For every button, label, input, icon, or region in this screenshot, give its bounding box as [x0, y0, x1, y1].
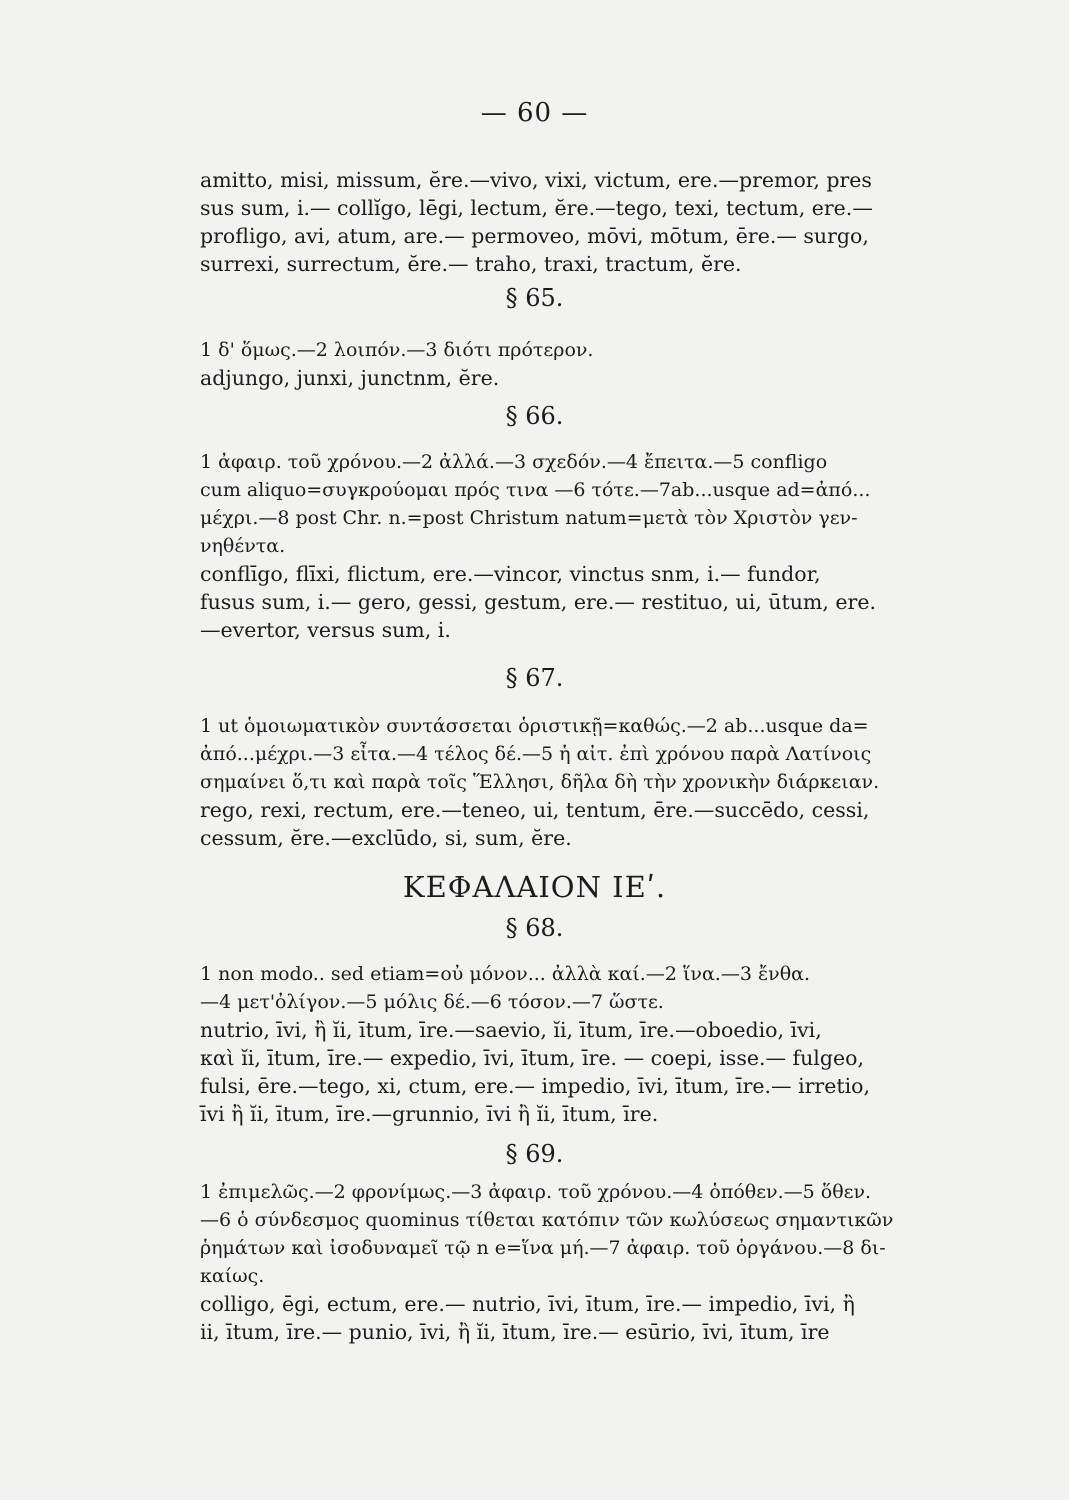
text-line: σημαίνει ὅ,τι καὶ παρὰ τοῖς Ἕλλησι, δῆλα δὴ τὴν χρονικὴν διάρκειαν. [200, 771, 880, 793]
text-line: rego, rexi, rectum, ere.—teneo, ui, tentum, ēre.—succēdo, cessi, [200, 798, 870, 822]
section-heading-65: § 65. [505, 284, 564, 312]
text-line: cum aliquo=συγκρούομαι πρός τινα —6 τότε.—7ab...usque ad=ἀπό... [200, 479, 871, 501]
text-line: —evertor, versus sum, i. [200, 618, 451, 642]
paragraph-notes-67 [200, 712, 960, 852]
text-line: 1 ut ὁμοιωματικὸν συντάσσεται ὁριστικῇ=καθώς.—2 ab...usque da= [200, 715, 869, 737]
text-line: ἀπό...μέχρι.—3 εἶτα.—4 τέλος δέ.—5 ἡ αἰτ. ἐπὶ χρόνου παρὰ Λατίνοις [200, 743, 872, 765]
text-line: amitto, misi, missum, ĕre.—vivo, vixi, victum, ere.—premor, pres [200, 168, 872, 192]
paragraph-notes-69 [200, 1178, 960, 1346]
text-line: conflīgo, flīxi, flictum, ere.—vincor, vinctus snm, i.— fundor, [200, 562, 821, 586]
paragraph-notes-66 [200, 448, 960, 644]
section-heading-68: § 68. [505, 914, 564, 942]
text-line: nutrio, īvi, ἢ ĭi, ītum, īre.—saevio, ĭi, ītum, īre.—oboedio, īvi, [200, 1018, 822, 1042]
text-line: —6 ὁ σύνδεσμος quominus τίθεται κατόπιν τῶν κωλύσεως σημαντικῶν [200, 1209, 894, 1231]
text-line: fulsi, ēre.—tego, xi, ctum, ere.— impedio, īvi, ītum, īre.— irretio, [200, 1074, 871, 1098]
section-heading-67: § 67. [505, 664, 564, 692]
text-line: 1 non modo.. sed etiam=οὐ μόνον... ἀλλὰ καί.—2 ἵνα.—3 ἔνθα. [200, 963, 811, 985]
text-line: colligo, ēgi, ectum, ere.— nutrio, īvi, ītum, īre.— impedio, īvi, ἢ [200, 1292, 855, 1316]
text-line: νηθέντα. [200, 535, 286, 557]
text-line: ii, ītum, īre.— punio, īvi, ἢ ĭi, ītum, īre.— esūrio, īvi, ītum, īre [200, 1320, 830, 1344]
paragraph-notes-65 [200, 336, 960, 392]
text-line: sus sum, i.— collĭgo, lēgi, lectum, ĕre.—tego, texi, tectum, ere.— [200, 196, 873, 220]
text-line: καὶ ĭi, ītum, īre.— expedio, īvi, ītum, īre. — coepi, isse.— fulgeo, [200, 1046, 864, 1070]
text-line: 1 δ' ὅμως.—2 λοιπόν.—3 διότι πρότερον. [200, 339, 594, 361]
text-line: fusus sum, i.— gero, gessi, gestum, ere.— restituo, ui, ūtum, ere. [200, 590, 876, 614]
paragraph-vocab-64 [200, 166, 960, 278]
text-line: καίως. [200, 1265, 265, 1287]
paragraph-notes-68 [200, 960, 960, 1128]
text-line: —4 μετ'ὀλίγον.—5 μόλις δέ.—6 τόσον.—7 ὥστε. [200, 991, 664, 1013]
text-line: 1 ἀφαιρ. τοῦ χρόνου.—2 ἀλλά.—3 σχεδόν.—4 ἔπειτα.—5 confligo [200, 451, 828, 473]
text-line: 1 ἐπιμελῶς.—2 φρονίμως.—3 ἀφαιρ. τοῦ χρόνου.—4 ὁπόθεν.—5 ὅθεν. [200, 1181, 872, 1203]
chapter-title: ΚΕΦΑΛΑΙΟΝ ΙΕʹ. [402, 870, 667, 904]
text-line: adjungo, junxi, junctnm, ĕre. [200, 366, 500, 390]
section-heading-66: § 66. [505, 402, 564, 430]
text-line: surrexi, surrectum, ĕre.— traho, traxi, tractum, ĕre. [200, 252, 742, 276]
section-heading-69: § 69. [505, 1140, 564, 1168]
page-number: — 60 — [480, 98, 589, 128]
text-line: profligo, avi, atum, are.— permoveo, mōvi, mōtum, ēre.— surgo, [200, 224, 869, 248]
text-line: ῥημάτων καὶ ἰσοδυναμεῖ τῷ n e=ἵνα μή.—7 ἀφαιρ. τοῦ ὀργάνου.—8 δι- [200, 1237, 886, 1259]
text-line: īvi ἢ ĭi, ītum, īre.—grunnio, īvi ἢ ĭi, ītum, īre. [200, 1102, 659, 1126]
text-line: μέχρι.—8 post Chr. n.=post Christum natum=μετὰ τὸν Χριστὸν γεν- [200, 507, 858, 529]
text-line: cessum, ĕre.—exclūdo, si, sum, ĕre. [200, 826, 572, 850]
